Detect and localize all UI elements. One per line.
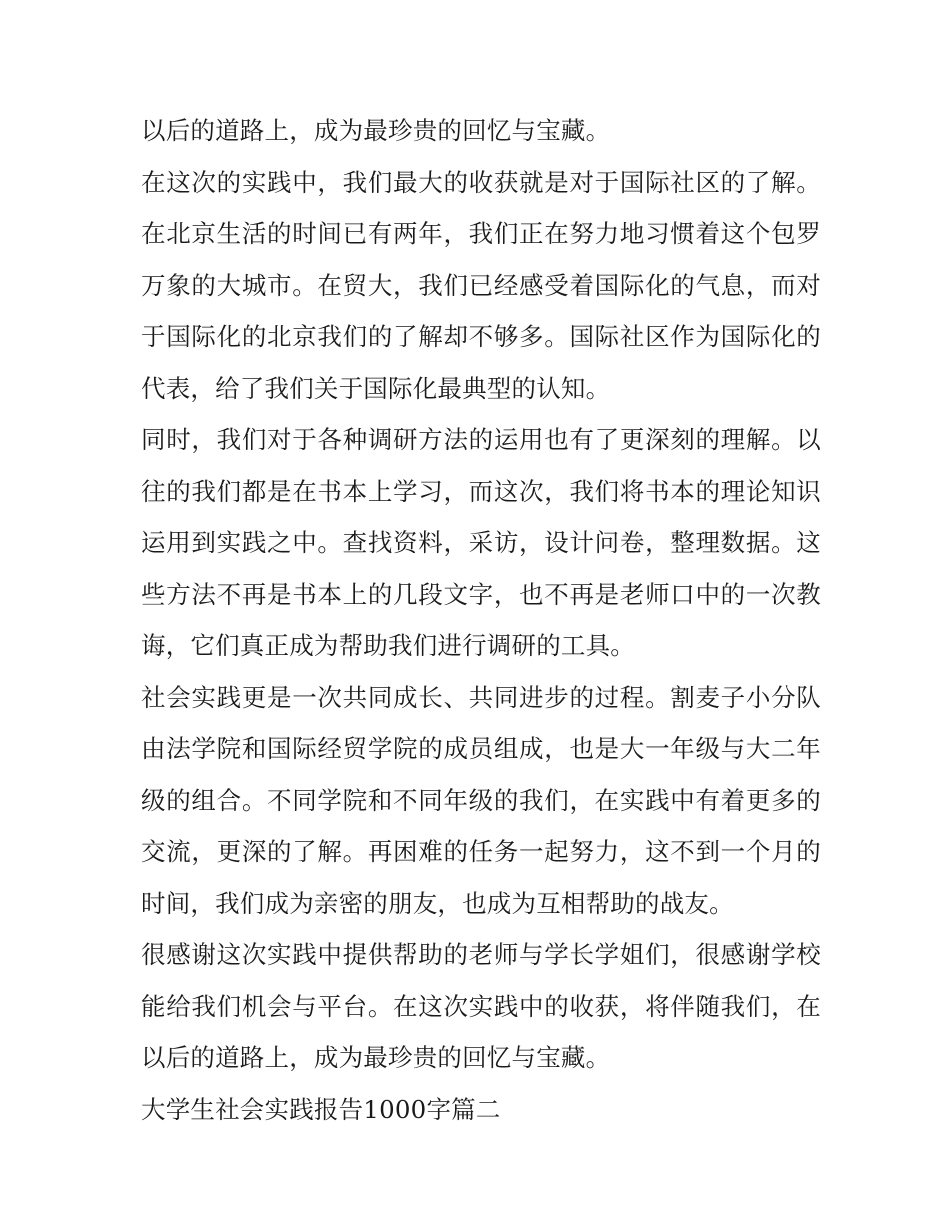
paragraph-continuation: 以后的道路上，成为最珍贵的回忆与宝藏。 <box>141 116 611 145</box>
paragraph-research-methods: 同时，我们对于各种调研方法的运用也有了更深刻的理解。以往的我们都是在书本上学习，而这次，我们将书本的理论知识运用到实践之中。查找资料，采访，设计问卷，整理数据。这些方法不再是书本上的几段文字，也不再是老师口中的一次教诲，它们真正成为帮助我们进行调研的工具。 <box>141 425 821 660</box>
paragraph-team-growth: 社会实践更是一次共同成长、共同进步的过程。割麦子小分队由法学院和国际经贸学院的成员组成，也是大一年级与大二年级的组合。不同学院和不同年级的我们，在实践中有着更多的交流，更深的了解。再困难的任务一起努力，这不到一个月的时间，我们成为亲密的朋友，也成为互相帮助的战友。 <box>141 682 821 918</box>
paragraph-international-community: 在这次的实践中，我们最大的收获就是对于国际社区的了解。在北京生活的时间已有两年，我们正在努力地习惯着这个包罗万象的大城市。在贸大，我们已经感受着国际化的气息，而对于国际化的北京我们的了解却不够多。国际社区作为国际化的代表，给了我们关于国际化最典型的认知。 <box>141 167 821 403</box>
paragraph-thanks: 很感谢这次实践中提供帮助的老师与学长学姐们，很感谢学校能给我们机会与平台。在这次实践中的收获，将伴随我们，在以后的道路上，成为最珍贵的回忆与宝藏。 <box>141 940 821 1072</box>
document-body <box>141 105 821 1135</box>
section-heading: 大学生社会实践报告1000字篇二 <box>141 1094 501 1124</box>
